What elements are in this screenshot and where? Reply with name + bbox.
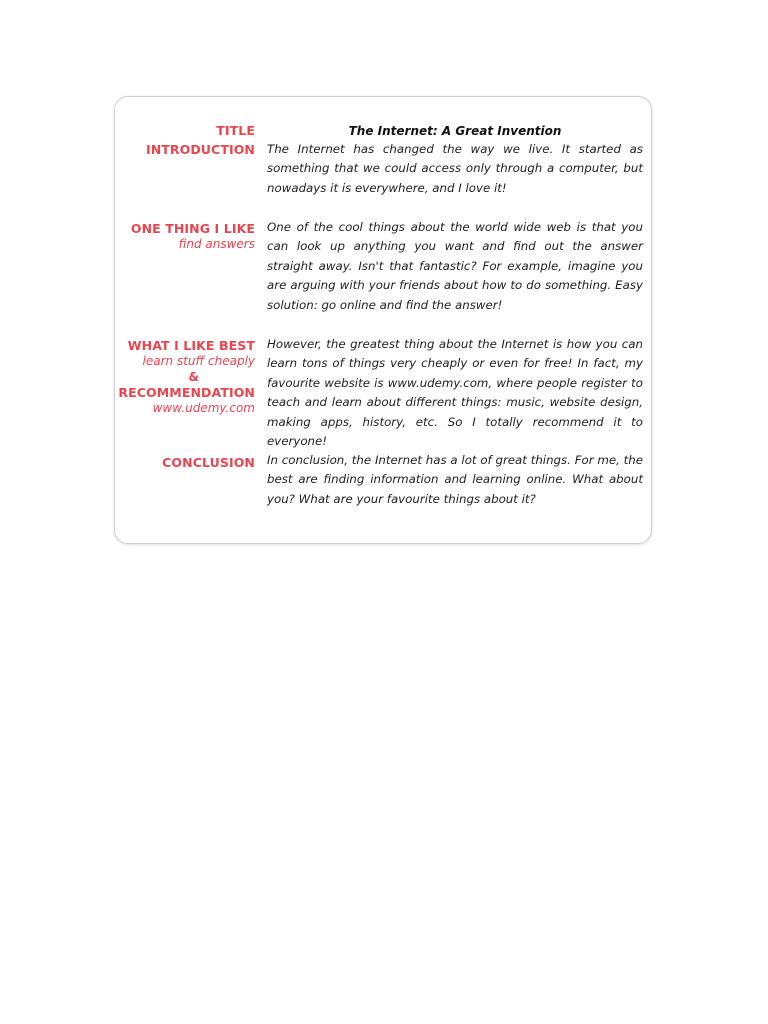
conclusion-label-group	[115, 455, 255, 471]
one-thing-sublabel: find answers	[178, 237, 255, 251]
essay-title: The Internet: A Great Invention	[348, 124, 562, 138]
recommendation-label: RECOMMENDATION	[118, 384, 255, 400]
introduction-label: INTRODUCTION	[145, 142, 255, 157]
one-thing-paragraph: One of the cool things about the world wide web is that you can look up anything you want and find out the answer straight away. Isn't that fantastic? For example, imagine you are arguing with your friends about how to do something. Easy solution: go online and find the answer!	[267, 220, 643, 312]
one-thing-label: ONE THING I LIKE	[130, 221, 255, 236]
one-thing-label-group	[115, 221, 255, 253]
introduction-label-group	[115, 142, 255, 158]
title-label: TITLE	[216, 123, 255, 138]
best-sublabel: learn stuff cheaply	[142, 354, 255, 368]
ampersand-label: &	[188, 369, 199, 384]
conclusion-paragraph: In conclusion, the Internet has a lot of great things. For me, the best are finding information and learning online. What about you? What are your favourite things about it?	[267, 453, 643, 506]
essay-card	[114, 96, 652, 544]
title-label-group	[115, 123, 255, 139]
recommendation-sublabel: www.udemy.com	[152, 400, 255, 415]
best-paragraph: However, the greatest thing about the Internet is how you can learn tons of things very cheaply or even for free! In fact, my favourite website is www.udemy.com, where people register to teach and learn about different things: music, website design, making apps, history, etc. So I totally recommend it to everyone!	[267, 337, 643, 449]
best-label-group	[115, 338, 255, 416]
best-label: WHAT I LIKE BEST	[127, 338, 255, 353]
introduction-paragraph: The Internet has changed the way we live. It started as something that we could access only through a computer, but nowadays it is everywhere, and I love it!	[267, 142, 643, 195]
conclusion-label: CONCLUSION	[162, 455, 255, 470]
